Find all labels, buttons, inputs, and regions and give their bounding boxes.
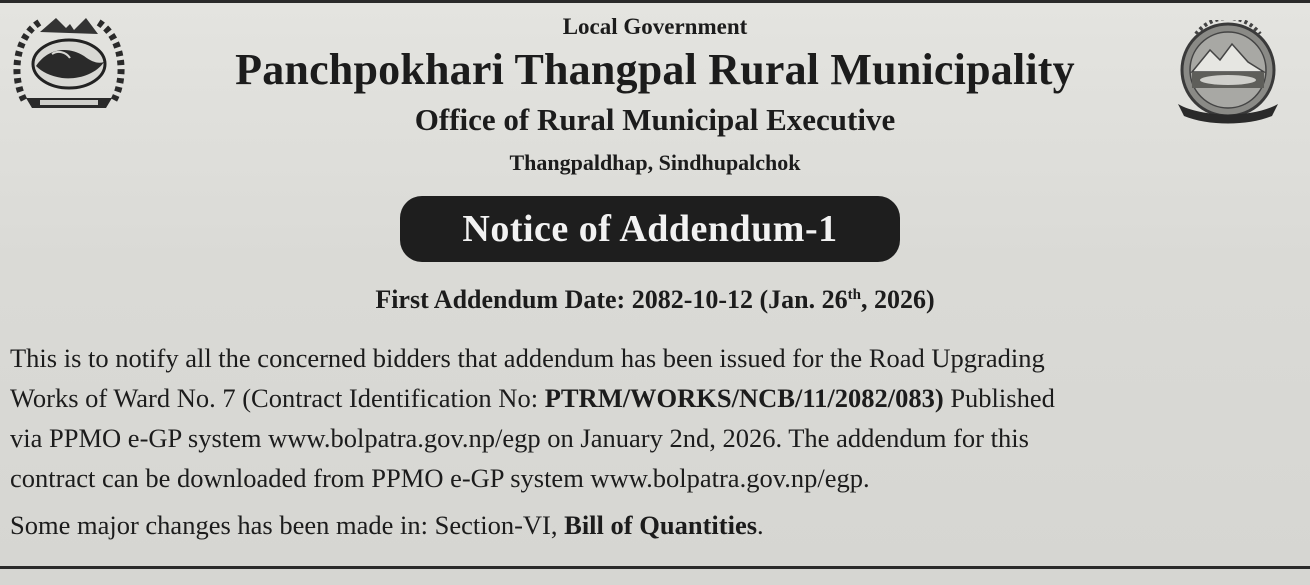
contract-identification-number: PTRM/WORKS/NCB/11/2082/083) [544,383,944,413]
body-line-2-text: Works of Ward No. 7 (Contract Identification No: [10,383,545,413]
changes-period: . [757,510,764,540]
major-changes-statement [10,510,1306,541]
date-ordinal-suffix: th [847,287,861,303]
addendum-date-text: First Addendum Date: 2082-10-12 (Jan. 26 [375,285,848,314]
notice-title: Notice of Addendum-1 [462,208,838,250]
government-level-heading: Local Government [562,14,748,39]
office-address: Thangpaldhap, Sindhupalchok [509,150,801,175]
municipality-name-heading: Panchpokhari Thangpal Rural Municipality [235,45,1075,94]
body-line-1: This is to notify all the concerned bidders that addendum has been issued for the Road Upgrading [10,343,1045,373]
body-line-2 [10,378,1306,418]
body-line-3: via PPMO e-GP system www.bolpatra.gov.np/egp on January 2nd, 2026. The addendum for this [10,423,1029,453]
body-line-2-end: Published [943,383,1055,413]
bottom-divider [0,566,1310,569]
notice-title-banner [400,196,900,262]
body-line-4: contract can be downloaded from PPMO e-GP system www.bolpatra.gov.np/egp. [10,463,870,493]
bill-of-quantities: Bill of Quantities [564,510,758,540]
top-divider [0,0,1310,3]
addendum-date-year: , 2026) [861,285,935,314]
addendum-date [0,285,1310,315]
office-heading: Office of Rural Municipal Executive [414,102,896,137]
notice-body-paragraph [10,338,1306,498]
changes-text: Some major changes has been made in: Section-VI, [10,510,565,540]
